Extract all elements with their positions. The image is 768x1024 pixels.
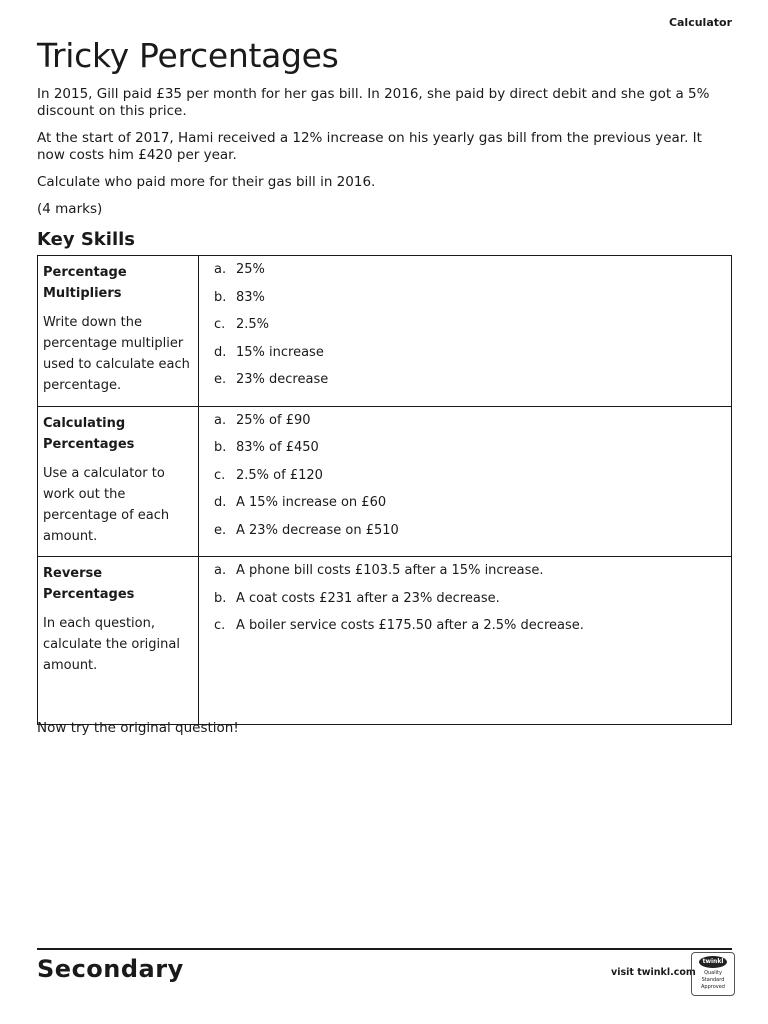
item-text: 25% of £90: [236, 412, 311, 428]
skill-title: Percentage Multipliers: [43, 265, 127, 301]
subject-tag: Calculator: [668, 16, 732, 29]
visit-link[interactable]: visit twinkl.com: [611, 967, 696, 978]
item-letter: d.: [214, 495, 227, 510]
item-text: 2.5%: [236, 317, 270, 332]
question-item: [204, 345, 725, 373]
question-item: [204, 523, 725, 551]
item-text: 23% decrease: [236, 372, 329, 387]
item-letter: c.: [214, 618, 226, 633]
marks-label: (4 marks): [37, 201, 103, 217]
item-letter: a.: [214, 412, 227, 428]
item-letter: e.: [214, 522, 227, 538]
item-text: 15% increase: [236, 344, 324, 360]
skill-description: Write down the percentage multiplier used to calculate each percentage.: [43, 315, 190, 393]
item-text: 2.5% of £120: [236, 467, 323, 483]
question-item: [204, 372, 725, 400]
question-paragraph: At the start of 2017, Hami received a 12% increase on his yearly gas bill from the previous year. It now costs him £420 per year.: [37, 130, 702, 163]
question-item: [204, 262, 725, 290]
item-text: 25%: [236, 262, 265, 277]
item-text: 83% of £450: [236, 440, 319, 455]
item-text: A 23% decrease on £510: [236, 522, 399, 538]
item-letter: b.: [214, 590, 227, 606]
item-letter: b.: [214, 440, 227, 455]
page-title: Tricky Percentages: [37, 36, 339, 75]
skill-description: Use a calculator to work out the percentage of each amount.: [43, 465, 170, 544]
skill-title: Reverse Percentages: [43, 566, 135, 602]
question-item: [204, 413, 725, 441]
item-text: 83%: [236, 289, 265, 305]
question-item: [204, 618, 725, 646]
badge-logo: twinkl: [699, 956, 727, 968]
item-letter: a.: [214, 563, 227, 578]
question-paragraph: Calculate who paid more for their gas bill in 2016.: [37, 174, 376, 190]
question-item: [204, 591, 725, 619]
outro-text: Now try the original question!: [37, 720, 239, 736]
question-item: [204, 440, 725, 468]
footer-divider: [37, 948, 732, 950]
skill-row: [38, 557, 732, 725]
item-letter: e.: [214, 372, 227, 387]
question-paragraph: In 2015, Gill paid £35 per month for her gas bill. In 2016, she paid by direct debit and she got a 5% discount on this price.: [37, 86, 710, 119]
item-letter: d.: [214, 344, 227, 360]
skill-description: In each question, calculate the original amount.: [43, 616, 180, 673]
question-item: [204, 495, 725, 523]
item-text: A phone bill costs £103.5 after a 15% increase.: [236, 563, 544, 578]
item-letter: c.: [214, 317, 226, 332]
item-letter: b.: [214, 289, 227, 305]
question-item: [204, 290, 725, 318]
skill-info: [38, 406, 199, 557]
question-item: [204, 317, 725, 345]
skill-row: [38, 406, 732, 557]
quality-badge-icon: [691, 952, 735, 996]
skill-info: [38, 256, 199, 407]
brand-logo: Secondary: [37, 955, 184, 983]
item-letter: a.: [214, 262, 227, 277]
item-letter: c.: [214, 467, 226, 483]
skill-info: [38, 557, 199, 725]
skill-row: [38, 256, 732, 407]
item-text: A boiler service costs £175.50 after a 2.5% decrease.: [236, 618, 584, 633]
key-skills-table: [37, 255, 732, 725]
skill-questions: [199, 406, 732, 557]
skill-questions: [199, 557, 732, 725]
item-text: A coat costs £231 after a 23% decrease.: [236, 590, 500, 606]
item-text: A 15% increase on £60: [236, 495, 387, 510]
skill-title: Calculating Percentages: [43, 415, 135, 452]
badge-text: Quality Standard Approved: [701, 970, 725, 990]
skill-questions: [199, 256, 732, 407]
question-item: [204, 468, 725, 496]
question-item: [204, 563, 725, 591]
key-skills-heading: Key Skills: [37, 229, 135, 250]
question-text: [37, 86, 733, 228]
